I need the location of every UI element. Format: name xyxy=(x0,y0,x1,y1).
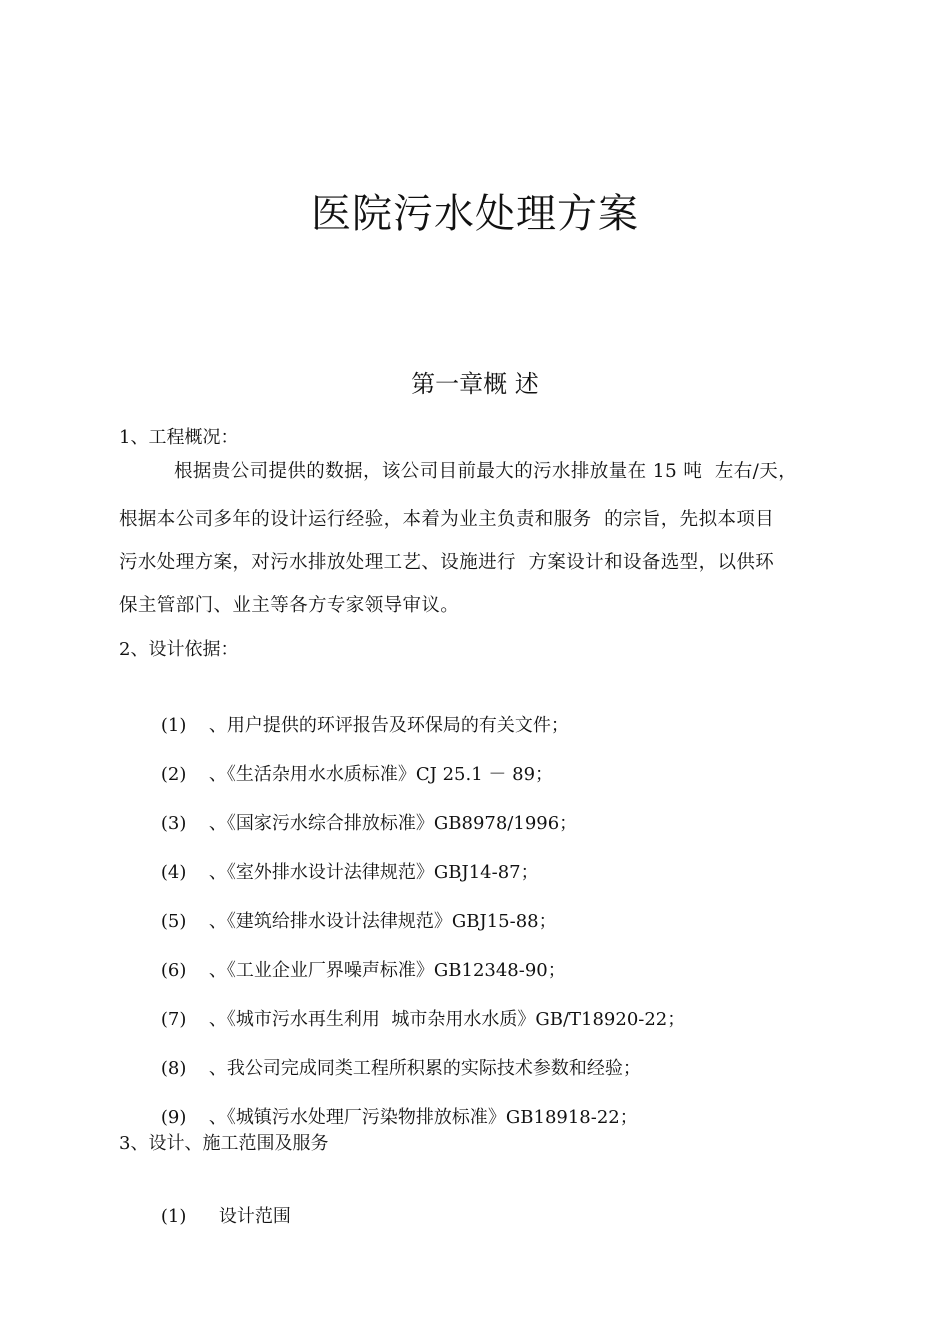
paragraph-line-2: 根据本公司多年的设计运行经验，本着为业主负责和服务 的宗旨，先拟本项目 xyxy=(119,509,775,530)
subsection-number: (1) xyxy=(160,1206,187,1227)
reference-text: 、《生活杂用水水质标准》CJ 25.1 － 89； xyxy=(208,764,554,785)
paragraph-line-1: 根据贵公司提供的数据，该公司目前最大的污水排放量在 15 吨 左右/天， xyxy=(174,461,798,482)
reference-number: (7) xyxy=(160,1009,187,1030)
paragraph-line-4: 保主管部门、业主等各方专家领导审议。 xyxy=(119,595,460,616)
reference-number: (2) xyxy=(160,764,187,785)
reference-text: 、《城市污水再生利用 城市杂用水水质》GB/T18920-22； xyxy=(208,1009,686,1030)
subsection-item-1 xyxy=(138,1181,291,1253)
section-heading-3: 3、设计、施工范围及服务 xyxy=(119,1133,329,1154)
reference-text: 、《室外排水设计法律规范》GBJ14-87； xyxy=(208,862,539,883)
reference-number: (4) xyxy=(160,862,187,883)
reference-text: 、《国家污水综合排放标准》GB8978/1996； xyxy=(208,813,578,834)
paragraph-line-3: 污水处理方案，对污水排放处理工艺、设施进行 方案设计和设备选型，以供环 xyxy=(119,552,775,573)
reference-text: 、用户提供的环评报告及环保局的有关文件； xyxy=(208,715,569,736)
subsection-text: 设计范围 xyxy=(218,1206,291,1227)
reference-number: (3) xyxy=(160,813,187,834)
section-heading-1: 1、工程概况： xyxy=(119,427,239,448)
reference-number: (1) xyxy=(160,715,187,736)
reference-text: 、我公司完成同类工程所积累的实际技术参数和经验； xyxy=(208,1058,641,1079)
reference-text: 、《城镇污水处理厂污染物排放标准》GB18918-22； xyxy=(208,1107,638,1128)
section-heading-2: 2、设计依据： xyxy=(119,639,239,660)
reference-number: (5) xyxy=(160,911,187,932)
chapter-title: 第一章概 述 xyxy=(411,370,539,398)
reference-text: 、《建筑给排水设计法律规范》GBJ15-88； xyxy=(208,911,557,932)
reference-text: 、《工业企业厂界噪声标准》GB12348-90； xyxy=(208,960,566,981)
reference-number: (6) xyxy=(160,960,187,981)
reference-number: (9) xyxy=(160,1107,187,1128)
reference-number: (8) xyxy=(160,1058,187,1079)
document-title: 医院污水处理方案 xyxy=(311,191,639,237)
